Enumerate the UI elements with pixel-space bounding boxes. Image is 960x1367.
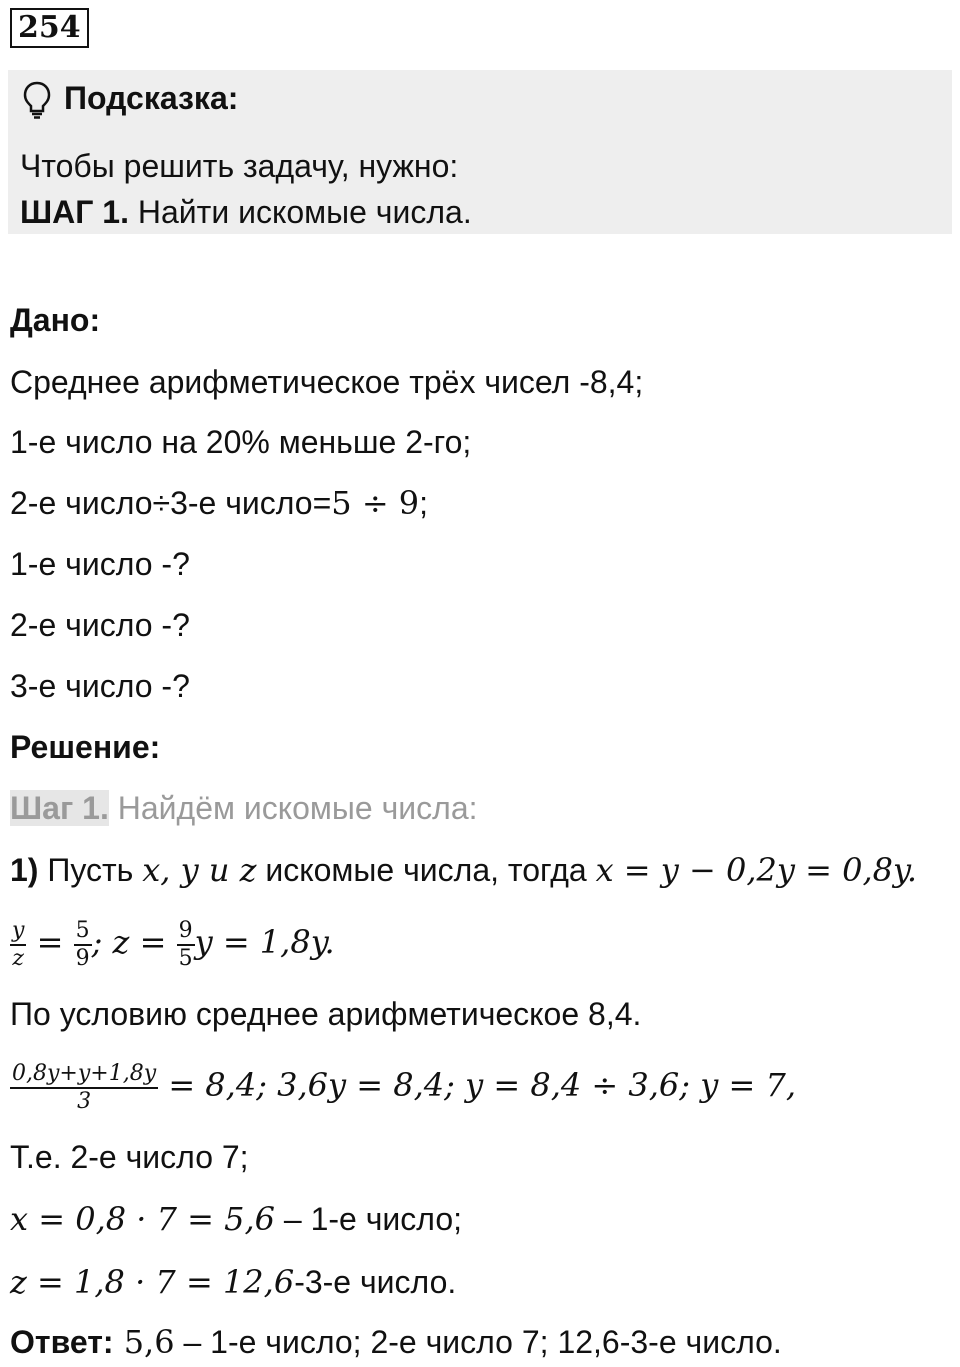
solution-step-text: Найдём искомые числа: — [108, 790, 478, 826]
hint-step — [20, 192, 472, 232]
solution-line-1 — [10, 850, 917, 890]
fraction-denominator: 9 — [75, 945, 90, 971]
solution-line-7 — [10, 1262, 456, 1302]
item-number: 1) — [10, 852, 39, 888]
given-line: 1-е число -? — [10, 546, 190, 582]
given-ratio-math: 5 ÷ 9 — [331, 484, 420, 522]
solution-step — [10, 788, 478, 828]
fraction-numerator: 0,8y+y+1,8y — [10, 1061, 158, 1089]
fraction-mean — [10, 1061, 158, 1115]
line7-math: z = 1,8 · 7 = 12,6 — [10, 1263, 295, 1301]
hint-step-text: Найти искомые числа. — [128, 194, 472, 230]
given-line: 2-е число -? — [10, 607, 190, 643]
fraction-denominator: z — [12, 945, 25, 971]
solution-line-3: По условию среднее арифметическое 8,4. — [10, 996, 642, 1032]
answer-text: – 1-е число; 2-е число 7; 12,6-3-е число. — [174, 1324, 782, 1360]
hint-title: Подсказка: — [64, 80, 239, 116]
fraction-denominator: 5 — [178, 945, 193, 971]
given-ratio — [10, 483, 428, 523]
answer-math: 5,6 — [113, 1323, 175, 1361]
fraction-numerator: 5 — [74, 918, 92, 946]
solution-line-2 — [10, 912, 335, 972]
fraction-9-over-5 — [177, 918, 195, 972]
solution-line-5: Т.е. 2-е число 7; — [10, 1139, 249, 1175]
solution-line-4 — [10, 1050, 796, 1120]
answer-line — [10, 1322, 782, 1362]
solution-line-6 — [10, 1199, 462, 1239]
task-number: 254 — [10, 8, 89, 48]
given-ratio-suffix: ; — [419, 485, 429, 521]
hint-box — [8, 70, 952, 234]
solution-heading: Решение: — [10, 729, 161, 765]
line1-text-b: искомые числа, тогда — [256, 852, 596, 888]
given-heading: Дано: — [10, 302, 101, 338]
hint-step-label: ШАГ 1. — [20, 194, 129, 230]
lightbulb-icon — [22, 80, 52, 120]
line1-text-a: Пусть — [38, 852, 143, 888]
hint-intro: Чтобы решить задачу, нужно: — [20, 148, 459, 184]
fraction-y-over-z — [10, 918, 26, 972]
line1-vars: x, y и z — [142, 851, 257, 889]
given-line: 1-е число на 20% меньше 2-го; — [10, 424, 472, 460]
solution-step-label: Шаг 1. — [10, 790, 109, 826]
line4-tail: = 8,4; 3,6y = 8,4; y = 8,4 ÷ 3,6; y = 7, — [158, 1066, 796, 1104]
fraction-numerator: 9 — [177, 918, 195, 946]
given-line: Среднее арифметическое трёх чисел -8,4; — [10, 364, 644, 400]
given-line: 3-е число -? — [10, 668, 190, 704]
line2-tail: y = 1,8y. — [194, 923, 335, 961]
line2-mid: ; z = — [91, 923, 177, 961]
fraction-denominator: 3 — [77, 1088, 92, 1114]
line7-text: -3-е число. — [294, 1264, 457, 1300]
line1-expr: x = y − 0,2y = 0,8y. — [595, 851, 918, 889]
line6-math: x = 0,8 · 7 = 5,6 — [10, 1200, 276, 1238]
answer-label: Ответ: — [10, 1324, 114, 1360]
line6-text: – 1-е число; — [275, 1201, 462, 1237]
given-ratio-prefix: 2-е число÷3-е число= — [10, 485, 332, 521]
fraction-5-over-9 — [74, 918, 92, 972]
equals-sign: = — [26, 923, 74, 961]
fraction-numerator: y — [10, 918, 26, 946]
